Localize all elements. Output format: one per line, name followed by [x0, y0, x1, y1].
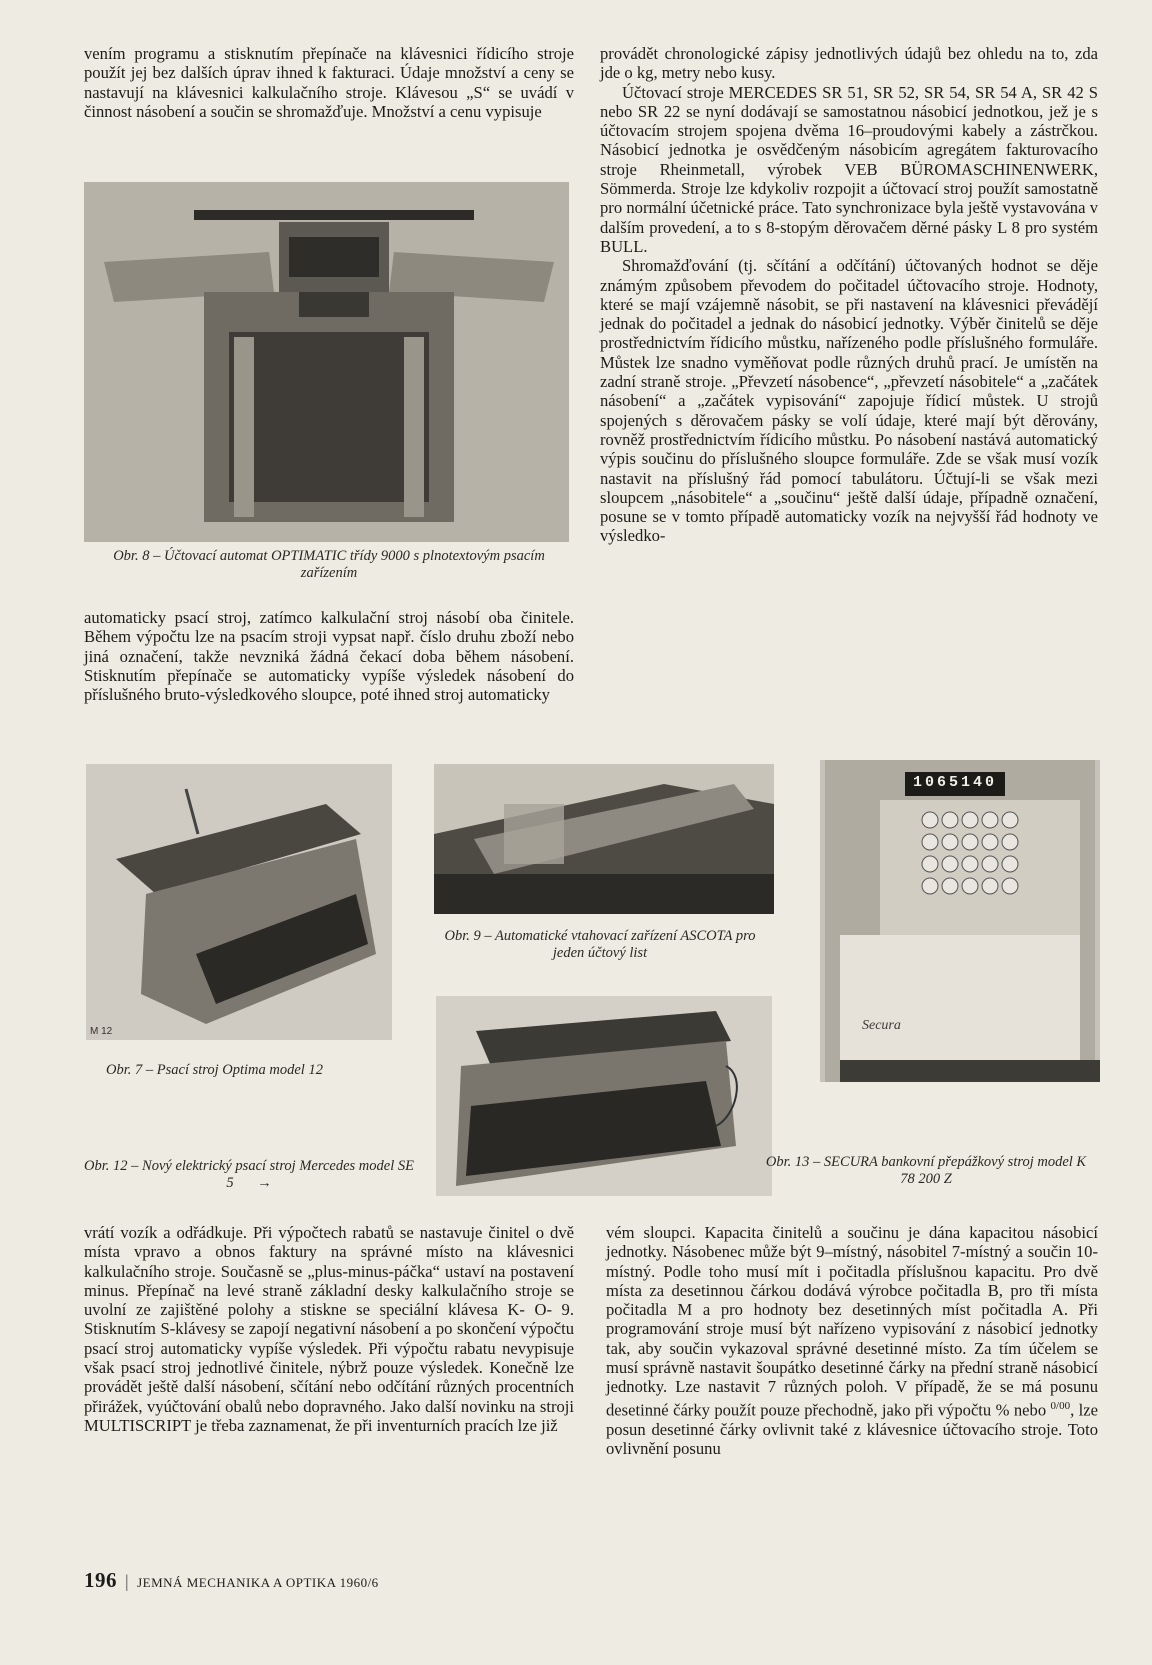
paragraph: provádět chronologické zápisy jednotlivých údajů bez ohledu na to, zda jde o kg, metry nebo kusy. [600, 44, 1098, 83]
counter-display: 1065140 [912, 774, 997, 791]
col1-bottom-text [84, 1223, 574, 1435]
figure-12-caption-text: Obr. 12 – Nový elektrický psací stroj Mercedes model SE 5 [84, 1158, 414, 1191]
photo-corner-label: M 12 [90, 1026, 113, 1037]
figure-8-caption: Obr. 8 – Účtovací automat OPTIMATIC třídy 9000 s plnotextovým psacím zařízením [113, 548, 545, 581]
secura-logo: Secura [862, 1018, 901, 1033]
figure-13-photo [820, 760, 1100, 1082]
figure-12-caption [84, 1158, 414, 1192]
figure-9-photo [434, 764, 774, 914]
figure-12-arrow: → [257, 1175, 272, 1191]
paragraph: automaticky psací stroj, zatímco kalkulační stroj násobí oba činitele. Během výpočtu lze na psacím stroji vypsat např. číslo druhu zboží nebo jiná označení, takže nevzniká žádná čekací doba během násobení. Stisknutím přepínače se automaticky vypíše výsledek násobení do příslušného bruto-výsledkového sloupce, poté ihned stroj automaticky [84, 608, 574, 705]
paragraph: Účtovací stroje MERCEDES SR 51, SR 52, SR 54, SR 54 A, SR 42 S nebo SR 22 se nyní dodávají se samostatnou násobicí jednotkou, jež je s účtovacím strojem spojena dvěma 16–proudovými kabely a zástrčkou. Násobicí jednotka je osvědčeným násobicím agregátem fakturovacího stroje Rheinmetall, výrobek VEB BÜROMASCHINENWERK, Sömmerda. Stroje lze kdykoliv rozpojit a účtovací stroj použít samostatně pro normální účetnické práce. Tato synchronizace byla ještě vystavována v dalším provedení, a to s 8-stopým děrovačem děrné pásky L 8 pro systém BULL. [600, 82, 1098, 256]
paragraph-text-a: vém sloupci. Kapacita činitelů a součinu je dána kapacitou násobicí jednotky. Násobenec může být 9–místný, násobitel 7-místný a součin 10-místný. Podle toho musí mít i počitadla příslušnou kapacitu. Pro dvě místa za desetinnou čárkou dodává výrobce počitadla B, pro tři místa počitadla M a pro hodnoty bez desetinných míst počitadla A. Při programování stroje musí být nařízeno vypisování z násobicí jednotky tak, aby součin vykazoval správné desetinné místo. Za tím účelem se musí správně nastavit šoupátko desetinné čárky na přední straně násobicí jednotky. Lze nastavit 7 různých poloh. V případě, že se má posunu desetinné čárky použít pouze přechodně, jako při výpočtu % nebo [606, 1223, 1098, 1420]
figure-8-photo [84, 182, 569, 542]
col1-mid-text [84, 608, 574, 704]
figure-12-photo [436, 996, 772, 1196]
page-number: 196 [84, 1568, 117, 1592]
journal-title: JEMNÁ MECHANIKA A OPTIKA 1960/6 [137, 1575, 379, 1590]
paragraph [606, 1223, 1098, 1458]
figure-7-caption: Obr. 7 – Psací stroj Optima model 12 [106, 1062, 323, 1078]
figure-9-caption: Obr. 9 – Automatické vtahovací zařízení ASCOTA pro jeden účtový list [444, 928, 756, 961]
page-footer [84, 1568, 379, 1593]
paragraph: vrátí vozík a odřádkuje. Při výpočtech rabatů se nastavuje činitel o dvě místa vpravo a obnos faktury na správné místo na klávesnici kalkulačního stroje. Současně se „plus-minus-páčka“ ustaví na postavení minus. Přepínač na levé straně základní desky kalkulačního stroje se uvolní ze zajištěné polohy a stiskne se speciální klávesa K- O- 9. Stisknutím S-klávesy se zapojí negativní násobení a po skončení výpočtu psací stroj automaticky vypíše výsledek. Při výpočtu rabatu nevypisuje však psací stroj jednotlivé činitele, nýbrž pouze výsledek. Konečně lze provádět ještě další násobení, sčítání nebo odčítání různých procentních přirážek, vyúčtování obalů nebo dopravného. Jako další novinku na stroji MULTISCRIPT je třeba zaznamenat, že při inventurních pracích lze již [84, 1223, 574, 1435]
paragraph-text-b: , lze posun desetinné čárky ovlivnit také z klávesnice účtovacího stroje. Toto ovlivnění posunu [606, 1400, 1099, 1458]
figure-13-caption: Obr. 13 – SECURA bankovní přepážkový stroj model K 78 200 Z [765, 1154, 1087, 1187]
paragraph: vením programu a stisknutím přepínače na klávesnici řídicího stroje použít jej bez dalších úprav ihned k fakturaci. Údaje množství a ceny se nastavují na klávesnici kalkulačního stroje. Klávesou „S“ se uvádí v činnost násobení a součin se shromažďuje. Množství a cenu vypisuje [84, 44, 574, 121]
footer-separator: | [125, 1571, 130, 1591]
col1-top-text [84, 44, 574, 121]
col2-bottom-text [606, 1223, 1098, 1458]
figure-7-photo [86, 764, 392, 1040]
col2-top-text [600, 44, 1098, 546]
paragraph: Shromažďování (tj. sčítání a odčítání) účtovaných hodnot se děje známým způsobem převodem do počitadel účtovacího stroje. Hodnoty, které se mají vzájemně násobit, se při nastavení na klávesnici převádějí jednak do počitadel a jednak do násobicí jednotky. Výběr činitelů se děje prostřednictvím řídicího můstku, nařízeného podle příslušného formuláře. Můstek lze snadno vyměňovat podle různých druhů prací. Je umístěn na zadní straně stroje. „Převzetí násobence“, „převzetí násobitele“ a „začátek násobení“ a „začátek vypisování“ zapojuje řídicí můstek. U strojů spojených s děrovačem pásky se volí údaje, které mají být děrovány, rovněž prostřednictvím řídicího můstku. Po násobení nastává automatický výpis součinu do příslušného sloupce formuláře. Zde se však musí vozík nastavit na příslušný řád pomocí tabulátoru. Účtují-li se však mezi sloupcem „násobitele“ a „součinu“ ještě další údaje, případně označení, posune se v tomto případě automaticky vozík na nejvyšší řád hodnoty ve výsledko- [600, 256, 1098, 546]
permille-symbol: 0/00 [1050, 1399, 1071, 1412]
